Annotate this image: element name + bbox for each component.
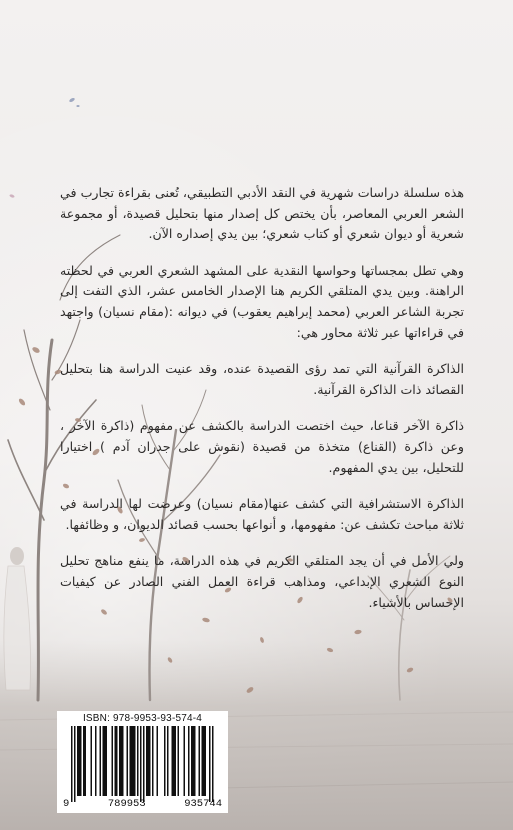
barcode-bar — [149, 726, 151, 796]
barcode-bar — [85, 726, 87, 796]
barcode-bar — [127, 726, 129, 796]
barcode-bar — [103, 726, 105, 796]
blurb-paragraph-6: ولي الأمل في أن يجد المتلقي الكريم في هذه الدراسة، ما ينفع مناهج تحليل النوع الشعري الإبداعي، ومذاهب قراءة العمل الفني الصادر عن كيفيات الإحساس بالأشياء. — [60, 553, 464, 610]
barcode-bar — [130, 726, 132, 796]
barcode-bar — [77, 726, 79, 796]
barcode-digit-group-left: 789953 — [107, 798, 146, 810]
barcode-bar — [140, 726, 142, 802]
barcode-bar — [167, 726, 169, 796]
blurb-paragraph-5: الذاكرة الاستشرافية التي كشف عنها(مقام نسيان) وعرضت لها الدراسة في ثلاثة مباحث تكشف عن: مفهومها، و أنواعها بحسب قصائد الديوان، و وظائفها. — [60, 496, 464, 532]
barcode-bar — [209, 726, 211, 802]
barcode-bar — [133, 726, 135, 796]
barcode-bar — [121, 726, 123, 796]
barcode-bar — [116, 726, 118, 796]
barcode-bar — [203, 726, 205, 796]
barcode-bar — [194, 726, 196, 796]
isbn-barcode — [57, 711, 228, 813]
barcode-bar — [148, 726, 150, 796]
barcode-bar — [205, 726, 207, 796]
blurb-paragraph-1: هذه سلسلة دراسات شهرية في النقد الأدبي التطبيقي، تُعنى بقراءة تجارب في الشعر العربي المعاصر، بأن يختص كل إصدار منها بتحليل قصيدة، أو مجموعة شعرية أو ديوان شعري أو كتاب شعري؛ بين يدي إصداره الآن. — [60, 185, 464, 242]
barcode-bar — [115, 726, 117, 796]
barcode-bar — [71, 726, 73, 802]
barcode-bar — [188, 726, 190, 796]
barcode-digit-group-right: 935744 — [184, 798, 222, 810]
barcode-bar — [106, 726, 108, 796]
figure-silhouette — [4, 547, 31, 690]
barcode-bar — [199, 726, 201, 796]
barcode-bar — [212, 726, 214, 802]
barcode-bar — [83, 726, 85, 796]
blurb-paragraph-4: ذاكرة الآخر قناعا، حيث اختصت الدراسة بالكشف عن مفهوم (ذاكرة الآخر ، وعن ذاكرة (القناع) متخذة من قصيدة (نقوش على جدران آدم ) اختيارا للتحليل، بين يدي المفهوم. — [60, 418, 464, 475]
barcode-bar — [80, 726, 82, 796]
barcode-bar — [79, 726, 81, 796]
barcode-bar — [191, 726, 193, 796]
barcode-digit-first: 9 — [63, 798, 70, 810]
barcode-bar — [122, 726, 124, 796]
blurb-paragraph-3: الذاكرة القرآنية التي تمد رؤى القصيدة عنده، وقد عنيت الدراسة هنا بتحليل القصائد ذات الذاكرة القرآنية. — [60, 361, 464, 397]
barcode-bar — [112, 726, 114, 796]
barcode-bar — [152, 726, 154, 796]
barcode-bar — [172, 726, 174, 796]
barcode-bar — [193, 726, 195, 796]
barcode-bar — [157, 726, 159, 796]
barcode-bar — [119, 726, 121, 796]
barcode-bar — [131, 726, 133, 796]
barcode-bar — [91, 726, 93, 796]
barcode-bar — [184, 726, 186, 796]
isbn-label: ISBN: 978-9953-93-574-4 — [82, 713, 203, 724]
barcode-bar — [164, 726, 166, 796]
barcode-bar — [146, 726, 148, 796]
barcode-bar — [173, 726, 175, 796]
barcode-bar — [178, 726, 180, 796]
blurb-paragraph-2: وهي تطل بمجساتها وحواسها النقدية على المشهد الشعري العربي في لحظته الراهنة. وبين يدي المتلقي الكريم هنا الإصدار الخامس عشر، الذي التفت إلى تجربة الشاعر العربي (محمد إبراهيم يعقوب) في ديوانه :(مقام نسيان) واجتهد في قراءاتها عبر ثلاثة محاور هي: — [60, 262, 464, 340]
barcode-bar — [137, 726, 139, 796]
barcode-bar — [95, 726, 97, 796]
barcode-bar — [104, 726, 106, 796]
barcode-bar — [202, 726, 204, 796]
barcode-digits — [57, 798, 228, 810]
barcode-bar — [100, 726, 102, 796]
barcode-bar — [134, 726, 136, 796]
barcode-bar — [74, 726, 76, 802]
barcode-bar — [143, 726, 145, 802]
blurb-text — [60, 183, 464, 629]
barcode-bar — [175, 726, 177, 796]
